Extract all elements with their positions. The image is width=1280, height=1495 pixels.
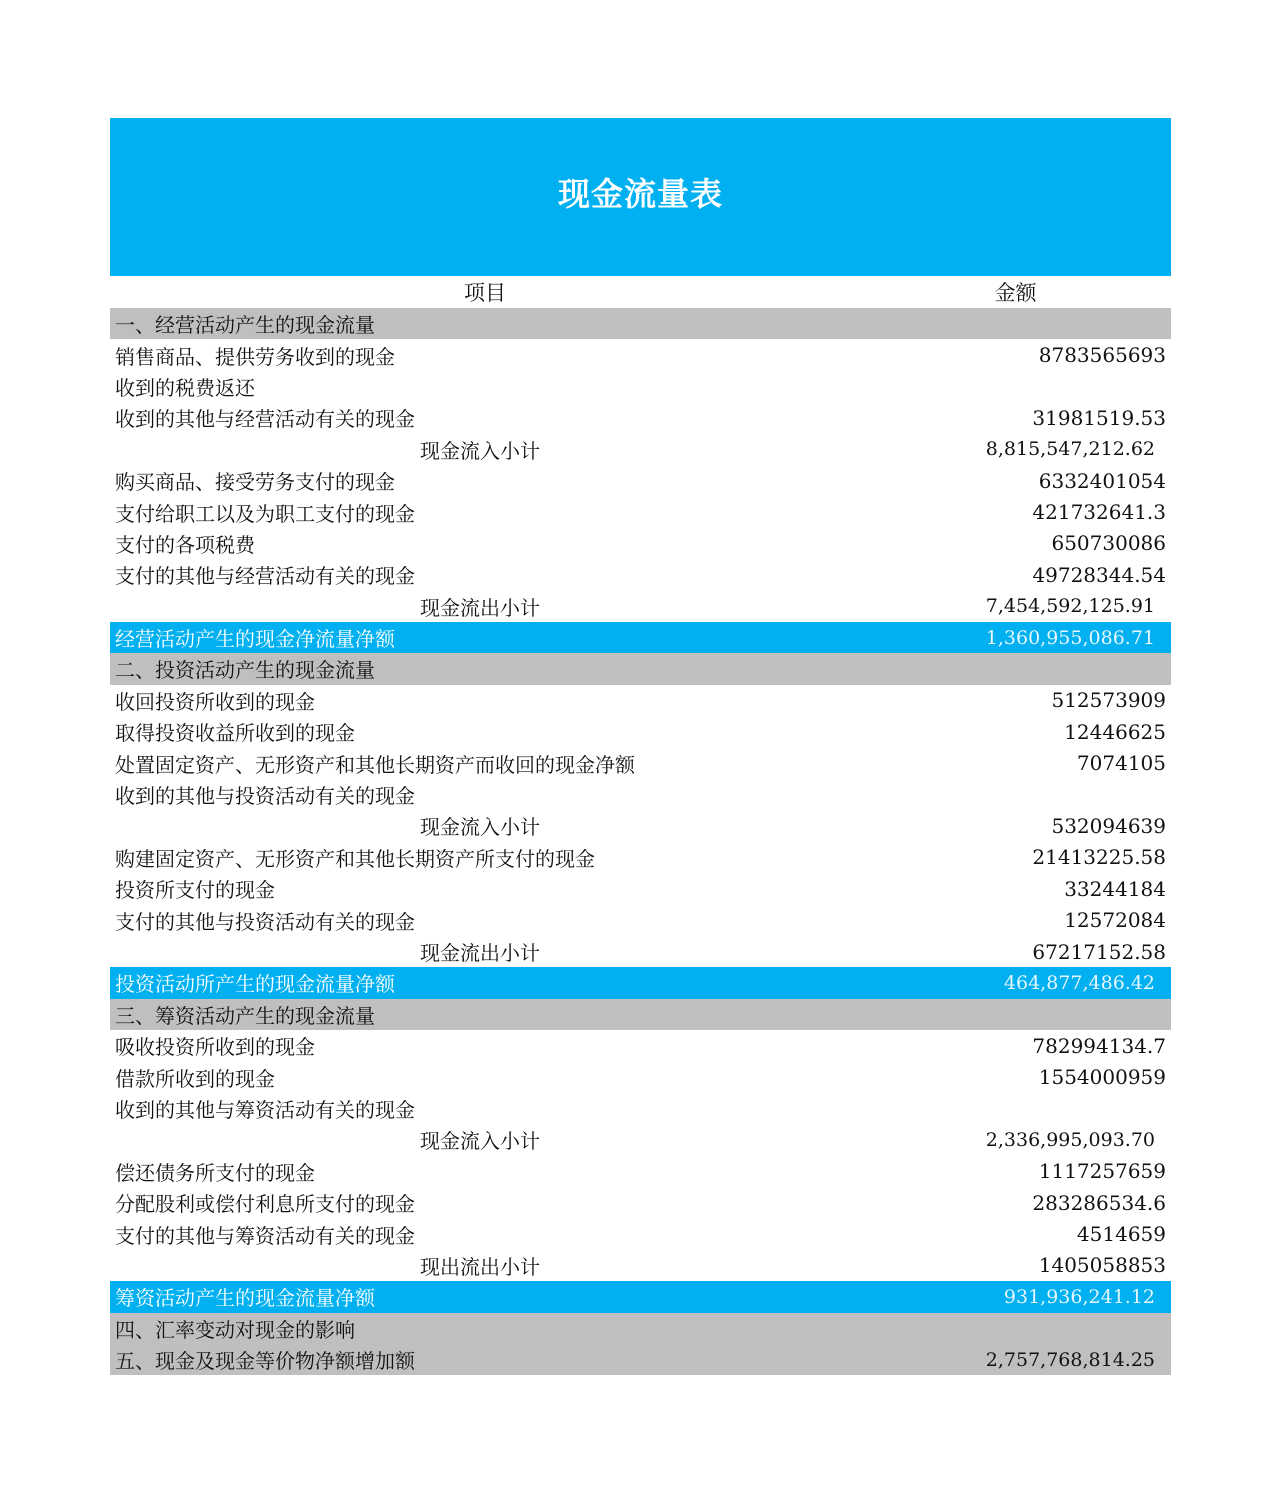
table-row: [110, 716, 1171, 747]
row-label: 经营活动产生的现金净流量净额: [115, 627, 395, 652]
row-value: 2,757,768,814.25: [985, 1348, 1155, 1371]
table-row: [110, 559, 1171, 590]
table-row: [110, 904, 1171, 935]
header-item: 项目: [464, 281, 506, 305]
row-value: 8783565693: [1038, 343, 1166, 368]
row-label: 支付的其他与筹资活动有关的现金: [115, 1223, 415, 1248]
row-label: 现金流入小计: [420, 438, 540, 463]
row-label: 收到的其他与投资活动有关的现金: [115, 784, 415, 809]
row-value: 782994134.7: [1032, 1033, 1166, 1058]
subtotal-row: [110, 936, 1171, 967]
row-label: 购买商品、接受劳务支付的现金: [115, 470, 395, 495]
table-header: [110, 276, 1171, 308]
row-label: 收到的其他与经营活动有关的现金: [115, 407, 415, 432]
table-body: [110, 308, 1171, 1375]
table-row: [110, 402, 1171, 433]
row-label: 筹资活动产生的现金流量净额: [115, 1286, 375, 1311]
row-label: 收到的其他与筹资活动有关的现金: [115, 1097, 415, 1122]
row-label: 销售商品、提供劳务收到的现金: [115, 344, 395, 369]
row-label: 现金流出小计: [420, 595, 540, 620]
subtotal-row: [110, 1124, 1171, 1155]
row-label: 二、投资活动产生的现金流量: [115, 658, 375, 683]
row-label: 三、筹资活动产生的现金流量: [115, 1003, 375, 1028]
row-value: 1554000959: [1038, 1065, 1166, 1090]
table-row: [110, 339, 1171, 370]
row-value: 532094639: [1051, 813, 1166, 838]
table-row: [110, 371, 1171, 402]
section-exchange-rate: [110, 1313, 1171, 1344]
table-row: [110, 465, 1171, 496]
row-label: 现出流出小计: [420, 1254, 540, 1279]
section-net-increase: [110, 1344, 1171, 1375]
row-label: 五、现金及现金等价物净额增加额: [115, 1349, 415, 1374]
row-label: 支付的其他与投资活动有关的现金: [115, 909, 415, 934]
subtotal-row: [110, 591, 1171, 622]
row-value: 7074105: [1076, 751, 1166, 776]
row-label: 四、汇率变动对现金的影响: [115, 1317, 355, 1342]
table-row: [110, 496, 1171, 527]
header-amount: 金额: [994, 281, 1037, 305]
row-value: 7,454,592,125.91: [985, 595, 1155, 618]
table-row: [110, 747, 1171, 778]
row-label: 处置固定资产、无形资产和其他长期资产而收回的现金净额: [115, 752, 635, 777]
row-value: 49728344.54: [1032, 562, 1166, 587]
row-label: 现金流入小计: [420, 1129, 540, 1154]
row-label: 投资活动所产生的现金流量净额: [115, 972, 395, 997]
table-row: [110, 685, 1171, 716]
table-row: [110, 1187, 1171, 1218]
section-operating: [110, 308, 1171, 339]
title-band: [110, 118, 1171, 276]
row-value: 8,815,547,212.62: [985, 438, 1155, 461]
table-row: [110, 779, 1171, 810]
row-label: 偿还债务所支付的现金: [115, 1160, 315, 1185]
net-row-investing: [110, 967, 1171, 998]
row-value: 931,936,241.12: [1003, 1285, 1155, 1308]
row-value: 1117257659: [1038, 1159, 1166, 1184]
row-label: 投资所支付的现金: [115, 878, 275, 903]
row-value: 421732641.3: [1032, 500, 1166, 525]
table-row: [110, 1030, 1171, 1061]
row-value: 650730086: [1051, 531, 1166, 556]
row-label: 现金流出小计: [420, 941, 540, 965]
row-label: 收到的税费返还: [115, 375, 255, 400]
row-value: 283286534.6: [1032, 1190, 1166, 1215]
table-row: [110, 528, 1171, 559]
table-row: [110, 1093, 1171, 1124]
row-label: 借款所收到的现金: [115, 1066, 275, 1091]
section-financing: [110, 999, 1171, 1030]
subtotal-row: [110, 810, 1171, 841]
row-value: 1,360,955,086.71: [985, 626, 1155, 649]
row-value: 464,877,486.42: [1003, 971, 1155, 994]
row-label: 支付的各项税费: [115, 532, 255, 557]
page-title: 现金流量表: [557, 175, 723, 213]
table-row: [110, 1156, 1171, 1187]
row-label: 收回投资所收到的现金: [115, 689, 315, 714]
row-label: 支付给职工以及为职工支付的现金: [115, 501, 415, 526]
row-label: 分配股利或偿付利息所支付的现金: [115, 1192, 415, 1217]
row-value: 12572084: [1064, 908, 1166, 933]
row-label: 现金流入小计: [420, 815, 540, 840]
table-row: [110, 842, 1171, 873]
table-row: [110, 1218, 1171, 1249]
row-value: 1405058853: [1038, 1253, 1166, 1278]
row-value: 67217152.58: [1032, 939, 1166, 964]
row-label: 支付的其他与经营活动有关的现金: [115, 564, 415, 589]
row-value: 2,336,995,093.70: [985, 1128, 1155, 1151]
table-row: [110, 1061, 1171, 1092]
subtotal-row: [110, 1250, 1171, 1281]
row-value: 6332401054: [1038, 468, 1166, 493]
row-value: 31981519.53: [1032, 405, 1166, 430]
row-label: 取得投资收益所收到的现金: [115, 721, 355, 746]
net-row-financing: [110, 1281, 1171, 1312]
cash-flow-sheet: [110, 118, 1171, 1375]
row-value: 4514659: [1076, 1222, 1166, 1247]
row-label: 一、经营活动产生的现金流量: [115, 313, 375, 338]
net-row-operating: [110, 622, 1171, 653]
row-label: 购建固定资产、无形资产和其他长期资产所支付的现金: [115, 846, 595, 871]
subtotal-row: [110, 434, 1171, 465]
row-value: 21413225.58: [1032, 845, 1166, 870]
row-value: 512573909: [1051, 688, 1166, 713]
row-value: 12446625: [1064, 719, 1166, 744]
section-investing: [110, 653, 1171, 684]
row-label: 吸收投资所收到的现金: [115, 1035, 315, 1060]
row-value: 33244184: [1064, 876, 1166, 901]
table-row: [110, 873, 1171, 904]
